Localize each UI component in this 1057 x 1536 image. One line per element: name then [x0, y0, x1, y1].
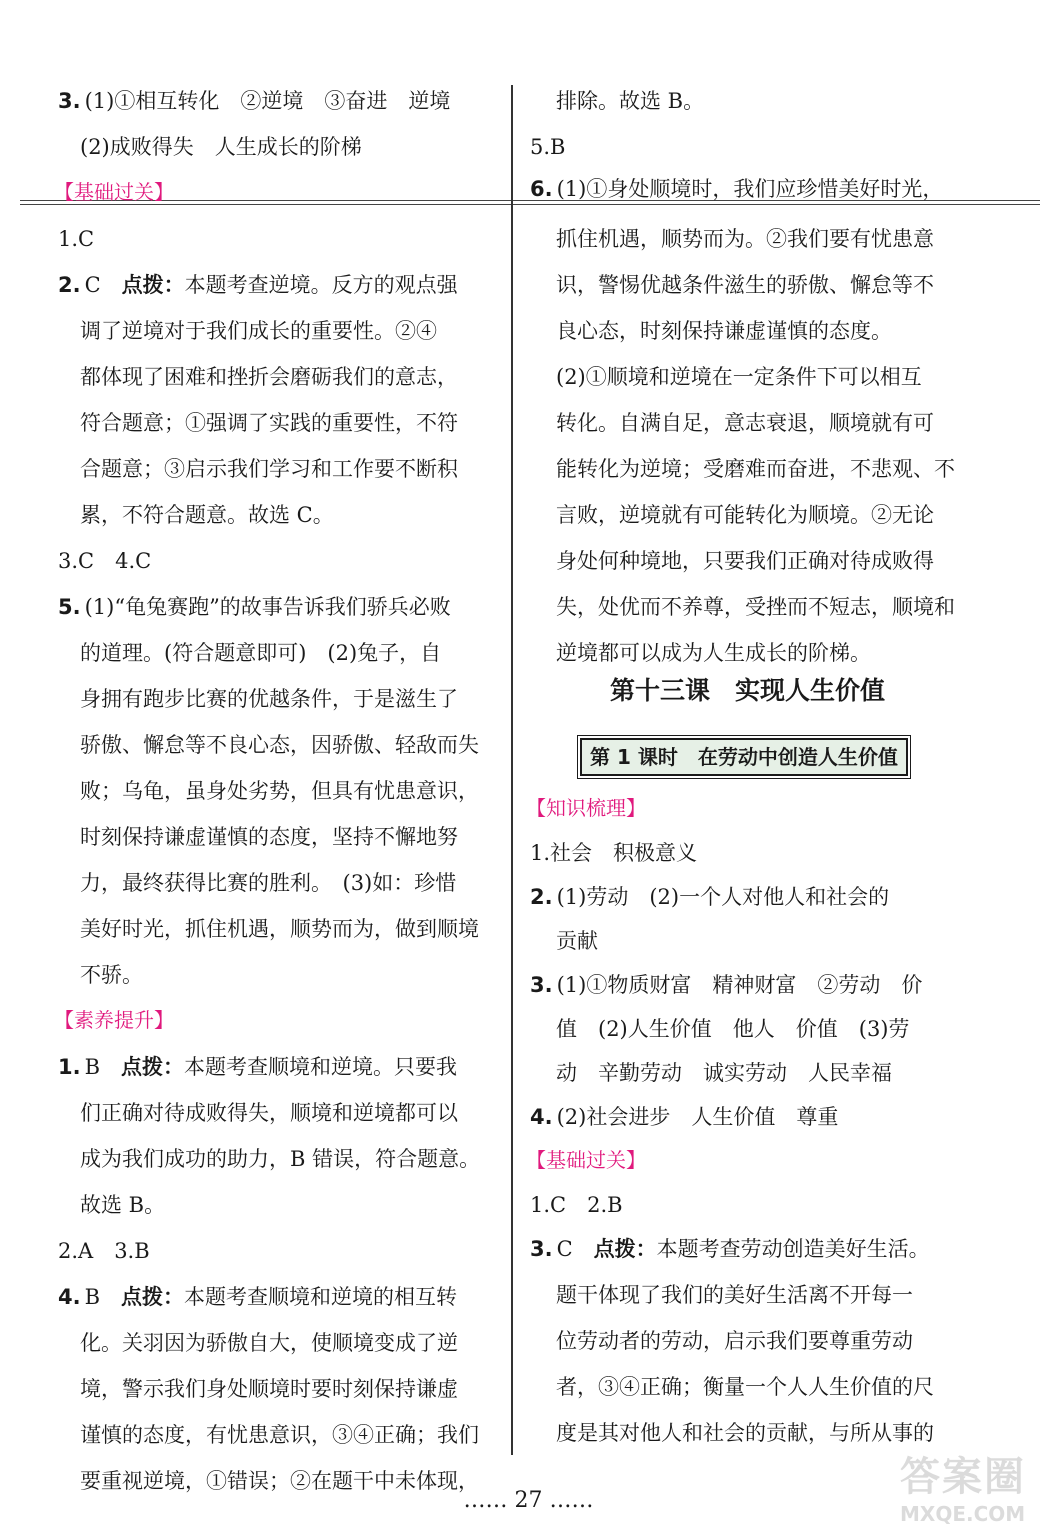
answer-line: 1.C 2.B: [530, 1193, 623, 1217]
answer-line: 要重视逆境，①错误；②在题干中未体现，: [80, 1469, 479, 1493]
watermark-logo: [900, 1445, 1050, 1530]
answer-line: 都体现了困难和挫折会磨砺我们的意志，: [80, 365, 458, 389]
answer-line: 败；乌龟，虽身处劣势，但具有忧患意识，: [80, 779, 479, 803]
answer-line: 时刻保持谦虚谨慎的态度，坚持不懈地努: [80, 825, 458, 849]
answer-line: 识，警惕优越条件滋生的骄傲、懈怠等不: [556, 273, 934, 297]
answer-line: 2. (1)劳动 (2)一个人对他人和社会的: [530, 885, 890, 909]
page-number: …… 27 ……: [463, 1488, 594, 1513]
answer-line: (2)①顺境和逆境在一定条件下可以相互: [556, 365, 922, 389]
lesson-unit-title: 第十三课 实现人生价值: [610, 676, 886, 705]
answer-line: 逆境都可以成为人生成长的阶梯。: [556, 641, 871, 665]
answer-line: 3. (1)①物质财富 精神财富 ②劳动 价: [530, 973, 923, 997]
watermark-logo-text: 答案圈: [900, 1454, 1026, 1500]
answer-line: 排除。故选 B。: [556, 89, 705, 113]
answer-line: 转化。自满自足，意志衰退，顺境就有可: [556, 411, 934, 435]
answer-line: 题干体现了我们的美好生活离不开每一: [556, 1283, 913, 1307]
answer-line: 故选 B。: [80, 1193, 166, 1217]
answer-line: 2.A 3.B: [58, 1239, 150, 1263]
answer-line: 1. B 点拨：本题考查顺境和逆境。只要我: [58, 1055, 458, 1079]
answer-line: 度是其对他人和社会的贡献，与所从事的: [556, 1421, 934, 1445]
answer-line: 能转化为逆境；受磨难而奋进，不悲观、不: [556, 457, 955, 481]
watermark-url: MXQE.COM: [900, 1502, 1026, 1526]
answer-line: 者，③④正确；衡量一个人人生价值的尺: [556, 1375, 934, 1399]
answer-line: 化。关羽因为骄傲自大，使顺境变成了逆: [80, 1331, 458, 1355]
answer-line: 累，不符合题意。故选 C。: [80, 503, 334, 527]
answer-line: 1.C: [58, 227, 95, 251]
answer-line: 失，处优而不养尊，受挫而不短志，顺境和: [556, 595, 955, 619]
answer-line: 6. (1)①身处顺境时，我们应珍惜美好时光，: [530, 177, 944, 201]
answer-line: 4. (2)社会进步 人生价值 尊重: [530, 1105, 839, 1129]
answer-line: 5.B: [530, 135, 566, 159]
answer-line: 动 辛勤劳动 诚实劳动 人民幸福: [556, 1061, 892, 1085]
answer-line: 调了逆境对于我们成长的重要性。②④: [80, 319, 437, 343]
answer-line: 不骄。: [80, 963, 143, 987]
answer-line: 3. (1)①相互转化 ②逆境 ③奋进 逆境: [58, 89, 451, 113]
answer-line: 力，最终获得比赛的胜利。 (3)如：珍惜: [80, 871, 457, 895]
answer-line: 们正确对待成败得失，顺境和逆境都可以: [80, 1101, 458, 1125]
section-heading: 【知识梳理】: [526, 796, 646, 820]
section-heading: 【素养提升】: [54, 1008, 174, 1032]
answer-line: 2. C 点拨：本题考查逆境。反方的观点强: [58, 273, 458, 297]
answer-line: 良心态，时刻保持谦虚谨慎的态度。: [556, 319, 892, 343]
answer-line: 值 (2)人生价值 他人 价值 (3)劳: [556, 1017, 910, 1041]
answer-line: 符合题意；①强调了实践的重要性，不符: [80, 411, 458, 435]
answer-line: 3.C 4.C: [58, 549, 152, 573]
answer-line: 的道理。(符合题意即可) (2)兔子，自: [80, 641, 442, 665]
answer-line: 抓住机遇，顺势而为。②我们要有忧患意: [556, 227, 934, 251]
answer-line: 成为我们成功的助力，B 错误，符合题意。: [80, 1147, 481, 1171]
answer-line: 美好时光，抓住机遇，顺势而为，做到顺境: [80, 917, 479, 941]
answer-line: 3. C 点拨：本题考查劳动创造美好生活。: [530, 1237, 930, 1261]
answer-line: 贡献: [556, 929, 598, 953]
answer-line: 骄傲、懈怠等不良心态，因骄傲、轻敌而失: [80, 733, 479, 757]
answer-line: 言败，逆境就有可能转化为顺境。②无论: [556, 503, 934, 527]
answer-line: 境，警示我们身处顺境时要时刻保持谦虚: [80, 1377, 458, 1401]
answer-line: 4. B 点拨：本题考查顺境和逆境的相互转: [58, 1285, 458, 1309]
answer-line: 1.社会 积极意义: [530, 841, 698, 865]
answer-line: (2)成败得失 人生成长的阶梯: [80, 135, 362, 159]
answer-line: 身处何种境地，只要我们正确对待成败得: [556, 549, 934, 573]
section-heading: 【基础过关】: [54, 180, 174, 204]
answer-line: 位劳动者的劳动，启示我们要尊重劳动: [556, 1329, 913, 1353]
lesson-period-box: 第 1 课时 在劳动中创造人生价值: [580, 738, 908, 776]
column-divider: [511, 85, 513, 1455]
answer-line: 5. (1)“龟兔赛跑”的故事告诉我们骄兵必败: [58, 595, 451, 619]
answer-line: 身拥有跑步比赛的优越条件，于是滋生了: [80, 687, 458, 711]
answer-line: 合题意；③启示我们学习和工作要不断积: [80, 457, 458, 481]
section-heading: 【基础过关】: [526, 1148, 646, 1172]
answer-line: 谨慎的态度，有忧患意识，③④正确；我们: [80, 1423, 479, 1447]
